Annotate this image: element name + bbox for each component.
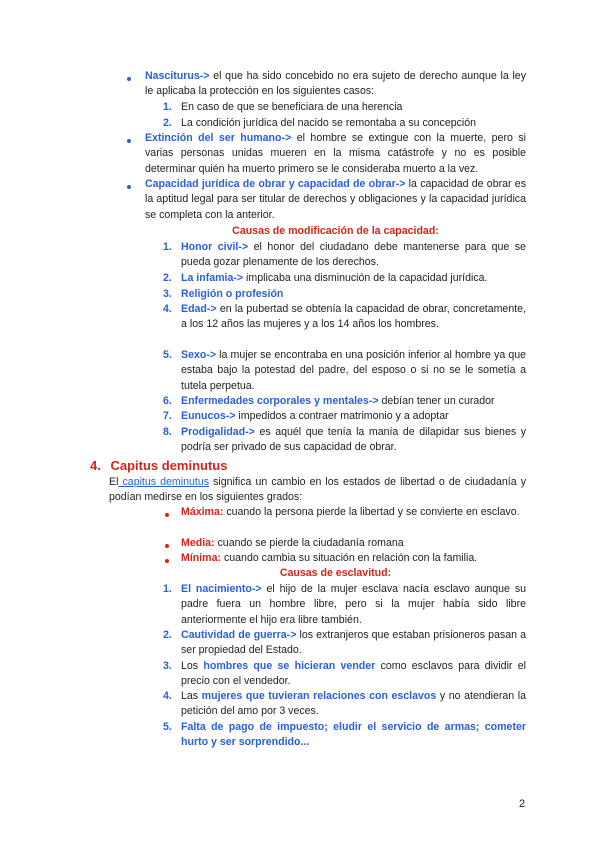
list-number: 2. <box>163 629 172 641</box>
list-number: 4. <box>163 690 172 702</box>
text: y no atendieran la petición del amo por 3 veces. <box>181 690 527 718</box>
text: el honor del ciudadano debe mantenerse para que se pueda gozar plenamente de los derechos. <box>181 241 526 269</box>
term: Mínima: <box>181 552 222 564</box>
pre-text: Los <box>181 660 204 672</box>
list-item <box>181 240 526 271</box>
list-item <box>181 689 526 720</box>
bullet-dot <box>165 544 169 548</box>
page-number: 2 <box>519 798 526 810</box>
term: Prodigalidad-> <box>181 426 255 438</box>
list-item <box>181 425 526 456</box>
bullet-dot <box>127 77 131 81</box>
list-number: 1. <box>163 583 172 595</box>
list-item <box>181 302 526 333</box>
list-item <box>181 394 526 409</box>
bullet-dot <box>165 559 169 563</box>
grado-item <box>181 536 526 551</box>
term: Cautividad de guerra-> <box>181 629 297 641</box>
term: hombres que se hicieran vender <box>203 660 376 672</box>
intro-text: significa un cambio en los estados de libertad o de ciudadanía y podían medirse en los siguientes grados: <box>109 476 526 504</box>
bullet-extincion <box>145 131 526 177</box>
text: cuando se pierde la ciudadanía romana <box>214 537 404 549</box>
term: La infamia-> <box>181 272 244 284</box>
list-number: 1. <box>163 241 172 253</box>
text: cuando la persona pierde la libertad y se convierte en esclavo. <box>223 506 520 518</box>
term: Religión o profesión <box>181 288 284 300</box>
grado-item <box>181 505 526 520</box>
bullet-dot <box>127 185 131 189</box>
term: Capacidad jurídica de obrar y capacidad de obrar-> <box>145 178 406 190</box>
list-item <box>181 100 526 115</box>
text: el hombre se extingue con la muerte, pero si varias personas unidas mueren en la misma catástrofe y no es posible determinar quién ha muerto primero se le consideraba muerto a la vez. <box>145 132 526 175</box>
term: Sexo-> <box>181 349 217 361</box>
text: como esclavos para dividir el precio con el vendedor. <box>181 660 526 688</box>
bullet-capacidad <box>145 177 526 223</box>
text: impedidos a contraer matrimonio y a adoptar <box>235 410 449 422</box>
list-item <box>181 659 526 690</box>
list-number: 1. <box>163 101 172 113</box>
capitus-link[interactable]: capitus deminutus <box>118 476 210 488</box>
text: es aquél que tenía la manía de dilapidar sus bienes y podría ser privado de sus capacidad de obrar. <box>181 426 526 454</box>
list-item <box>181 628 526 659</box>
text: implicaba una disminución de la capacidad jurídica. <box>243 272 488 284</box>
text: debían tener un curador <box>378 395 495 407</box>
text: En caso de que se beneficiara de una herencia <box>181 101 403 113</box>
term: Falta de pago de impuesto; eludir el servicio de armas; cometer hurto y ser sorprendido... <box>181 721 526 749</box>
list-number: 2. <box>163 117 172 129</box>
intro-prefix: El <box>109 476 119 488</box>
text: en la pubertad se obtenía la capacidad de obrar, concretamente, a los 12 años las mujeres y a los 14 años los hombres. <box>181 303 526 331</box>
bullet-dot <box>127 139 131 143</box>
list-number: 4. <box>163 303 172 315</box>
text: el hijo de la mujer esclava nacía esclavo aunque su padre fuera un hombre libre, pero si la mujer había sido libre anteriormente el hijo era libre también. <box>181 583 527 626</box>
section-heading <box>90 457 227 474</box>
list-item <box>181 348 526 394</box>
term: Máxima: <box>181 506 224 518</box>
term: mujeres que tuvieran relaciones con esclavos <box>201 690 437 702</box>
section-title: Capitus deminutus <box>110 458 228 473</box>
term: Honor civil-> <box>181 241 249 253</box>
term: Nasciturus-> <box>145 70 210 82</box>
term: Media: <box>181 537 215 549</box>
list-item <box>181 271 526 286</box>
term: Extinción del ser humano-> <box>145 132 292 144</box>
causas-modificacion-title: Causas de modificación de la capacidad: <box>232 225 439 237</box>
term: Edad-> <box>181 303 217 315</box>
term: Eunucos-> <box>181 410 236 422</box>
list-item <box>181 287 526 302</box>
list-number: 6. <box>163 395 172 407</box>
text: cuando cambia su situación en relación con la familia. <box>221 552 478 564</box>
text: la mujer se encontraba en una posición inferior al hombre ya que estaba bajo la potestad del padre, del esposo o si no se le sometía a tutela perpetua. <box>181 349 526 392</box>
section-number: 4. <box>90 458 101 473</box>
grado-item <box>181 551 526 566</box>
list-number: 8. <box>163 426 172 438</box>
list-number: 5. <box>163 721 172 733</box>
text: La condición jurídica del nacido se remontaba a su concepción <box>181 117 477 129</box>
list-item <box>181 409 526 424</box>
list-item <box>181 582 526 628</box>
bullet-dot <box>165 513 169 517</box>
term: Enfermedades corporales y mentales-> <box>181 395 379 407</box>
text: los extranjeros que estaban prisioneros pasan a ser propiedad del Estado. <box>181 629 526 657</box>
list-number: 5. <box>163 349 172 361</box>
text: la capacidad de obrar es la aptitud legal para ser titular de derechos y obligaciones y la capacidad jurídica se completa con la anterior. <box>145 178 526 221</box>
list-item <box>181 116 526 131</box>
list-number: 2. <box>163 272 172 284</box>
list-number: 7. <box>163 410 172 422</box>
section-intro <box>109 475 526 506</box>
list-number: 3. <box>163 660 172 672</box>
text: el que ha sido concebido no era sujeto de derecho aunque la ley le aplicaba la protección en los siguientes casos: <box>145 70 526 98</box>
list-number: 3. <box>163 288 172 300</box>
causas-esclavitud-title: Causas de esclavitud: <box>279 567 392 579</box>
bullet-nasciturus <box>145 69 526 100</box>
list-item <box>181 720 526 751</box>
term: El nacimiento-> <box>181 583 262 595</box>
pre-text: Las <box>181 690 202 702</box>
